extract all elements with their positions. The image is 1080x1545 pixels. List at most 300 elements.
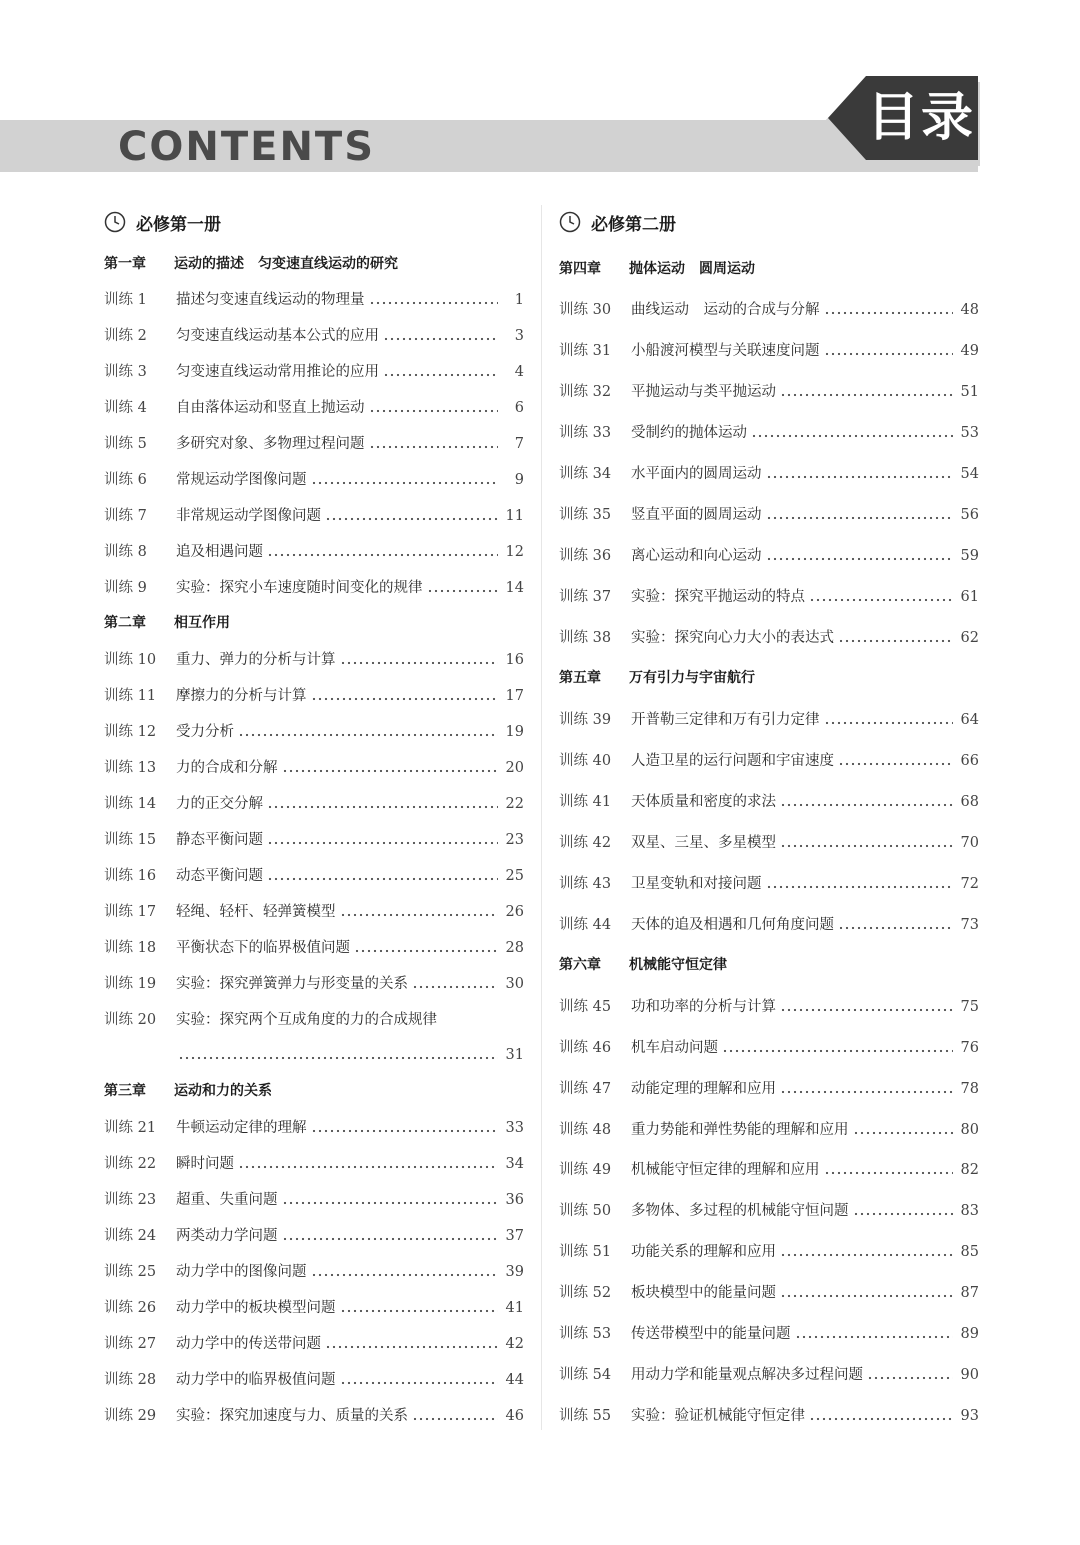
entry-title: 传送带模型中的能量问题 xyxy=(631,1326,791,1342)
entry-page: 75 xyxy=(960,999,979,1015)
dot-leader xyxy=(809,598,953,602)
entry-title: 实验：探究弹簧弹力与形变量的关系 xyxy=(176,976,408,992)
entry-label: 训练 35 xyxy=(559,507,612,523)
entry-page: 12 xyxy=(505,544,524,560)
toc-entry[interactable] xyxy=(104,757,524,779)
entry-label: 训练 14 xyxy=(104,796,157,812)
dot-leader xyxy=(325,1345,498,1349)
entry-page: 28 xyxy=(505,940,524,956)
dot-leader xyxy=(853,1212,954,1216)
entry-page: 76 xyxy=(960,1040,979,1056)
toc-entry[interactable] xyxy=(559,463,979,485)
toc-entry[interactable] xyxy=(104,397,524,419)
entry-title: 动态平衡问题 xyxy=(176,868,263,884)
dot-leader xyxy=(766,557,954,561)
entry-page: 72 xyxy=(960,876,979,892)
entry-page: 22 xyxy=(505,796,524,812)
entry-label: 训练 33 xyxy=(559,425,612,441)
toc-entry[interactable] xyxy=(559,422,979,444)
entry-page: 66 xyxy=(960,753,979,769)
entry-page: 41 xyxy=(505,1300,524,1316)
toc-entry[interactable] xyxy=(104,685,524,707)
dot-leader xyxy=(412,985,498,989)
entry-page: 68 xyxy=(960,794,979,810)
toc-entry[interactable] xyxy=(104,1153,524,1175)
entry-page: 6 xyxy=(514,400,524,416)
entry-title: 自由落体运动和竖直上抛运动 xyxy=(176,400,365,416)
entry-title: 开普勒三定律和万有引力定律 xyxy=(631,712,820,728)
entry-label: 训练 9 xyxy=(104,580,147,596)
entry-label: 训练 6 xyxy=(104,472,147,488)
entry-page: 16 xyxy=(505,652,524,668)
dot-leader xyxy=(282,769,499,773)
entry-page: 89 xyxy=(960,1326,979,1342)
entry-title: 人造卫星的运行问题和宇宙速度 xyxy=(631,753,834,769)
book-title: 必修第一册 xyxy=(136,214,221,235)
entry-page: 59 xyxy=(960,548,979,564)
toc-entry[interactable] xyxy=(559,1241,979,1263)
entry-title: 静态平衡问题 xyxy=(176,832,263,848)
entry-label: 训练 52 xyxy=(559,1285,612,1301)
dot-leader xyxy=(383,337,498,341)
dot-leader xyxy=(340,913,499,917)
toc-entry[interactable] xyxy=(104,1009,524,1031)
toc-entry[interactable] xyxy=(104,541,524,563)
dot-leader xyxy=(427,589,499,593)
chapter-heading xyxy=(559,954,979,976)
entry-label: 训练 23 xyxy=(104,1192,157,1208)
entry-label: 训练 38 xyxy=(559,630,612,646)
entry-label: 训练 31 xyxy=(559,343,612,359)
dot-leader xyxy=(795,1335,954,1339)
entry-page: 1 xyxy=(514,292,524,308)
toc-entry[interactable] xyxy=(104,577,524,599)
entry-label: 训练 5 xyxy=(104,436,147,452)
toc-entry[interactable] xyxy=(559,996,979,1018)
entry-page: 33 xyxy=(505,1120,524,1136)
toc-entry[interactable] xyxy=(559,299,979,321)
entry-label: 训练 27 xyxy=(104,1336,157,1352)
dot-leader xyxy=(311,697,499,701)
entry-title: 重力势能和弹性势能的理解和应用 xyxy=(631,1122,849,1138)
entry-label: 训练 30 xyxy=(559,302,612,318)
dot-leader xyxy=(325,517,498,521)
dot-leader xyxy=(340,1309,499,1313)
entry-page: 48 xyxy=(960,302,979,318)
entry-page: 7 xyxy=(514,436,524,452)
toc-entry[interactable] xyxy=(559,750,979,772)
clock-icon xyxy=(104,211,126,233)
entry-title: 板块模型中的能量问题 xyxy=(631,1285,776,1301)
entry-label: 训练 36 xyxy=(559,548,612,564)
entry-label: 训练 19 xyxy=(104,976,157,992)
entry-title: 机车启动问题 xyxy=(631,1040,718,1056)
dot-leader xyxy=(824,721,954,725)
toc-entry[interactable] xyxy=(104,937,524,959)
dot-leader xyxy=(311,1273,499,1277)
toc-entry[interactable] xyxy=(559,791,979,813)
entry-title: 小船渡河模型与关联速度问题 xyxy=(631,343,820,359)
entry-page: 25 xyxy=(505,868,524,884)
entry-label: 训练 49 xyxy=(559,1162,612,1178)
toc-entry[interactable] xyxy=(104,361,524,383)
entry-page: 64 xyxy=(960,712,979,728)
dot-leader xyxy=(838,926,953,930)
entry-label: 训练 42 xyxy=(559,835,612,851)
entry-label: 训练 41 xyxy=(559,794,612,810)
entry-page: 82 xyxy=(960,1162,979,1178)
toc-entry[interactable] xyxy=(104,1189,524,1211)
entry-title: 用动力学和能量观点解决多过程问题 xyxy=(631,1367,863,1383)
entry-title: 水平面内的圆周运动 xyxy=(631,466,762,482)
toc-entry[interactable] xyxy=(559,340,979,362)
chapter-heading xyxy=(559,667,979,689)
dot-leader xyxy=(238,733,498,737)
entry-label: 训练 17 xyxy=(104,904,157,920)
entry-title: 天体的追及相遇和几何角度问题 xyxy=(631,917,834,933)
entry-title: 力的合成和分解 xyxy=(176,760,278,776)
entry-page: 23 xyxy=(505,832,524,848)
entry-label: 训练 55 xyxy=(559,1408,612,1424)
entry-title: 非常规运动学图像问题 xyxy=(176,508,321,524)
dot-leader xyxy=(780,803,953,807)
entry-label: 训练 4 xyxy=(104,400,147,416)
contents-tab xyxy=(822,76,980,172)
entry-title: 动力学中的图像问题 xyxy=(176,1264,307,1280)
toc-entry[interactable] xyxy=(104,1369,524,1391)
entry-label: 训练 26 xyxy=(104,1300,157,1316)
toc-entry[interactable] xyxy=(559,1037,979,1059)
chapter-heading xyxy=(104,253,524,275)
entry-title: 离心运动和向心运动 xyxy=(631,548,762,564)
chapter-title: 机械能守恒定律 xyxy=(629,957,727,973)
entry-page: 70 xyxy=(960,835,979,851)
entry-title: 瞬时问题 xyxy=(176,1156,234,1172)
dot-leader xyxy=(809,1417,953,1421)
toc-entry[interactable] xyxy=(559,504,979,526)
chapter-number: 第二章 xyxy=(104,615,146,631)
dot-leader xyxy=(780,1090,953,1094)
entry-title: 受制约的抛体运动 xyxy=(631,425,747,441)
dot-leader xyxy=(412,1417,498,1421)
toc-entry[interactable] xyxy=(559,381,979,403)
dot-leader xyxy=(824,311,954,315)
entry-title: 匀变速直线运动常用推论的应用 xyxy=(176,364,379,380)
entry-page: 93 xyxy=(960,1408,979,1424)
entry-page: 62 xyxy=(960,630,979,646)
chapter-number: 第五章 xyxy=(559,670,601,686)
entry-title: 平衡状态下的临界极值问题 xyxy=(176,940,350,956)
entry-page: 39 xyxy=(505,1264,524,1280)
entry-label: 训练 20 xyxy=(104,1012,157,1028)
chapter-heading xyxy=(104,1080,524,1102)
entry-page: 90 xyxy=(960,1367,979,1383)
chapter-number: 第六章 xyxy=(559,957,601,973)
entry-title: 追及相遇问题 xyxy=(176,544,263,560)
entry-title: 动力学中的板块模型问题 xyxy=(176,1300,336,1316)
toc-entry[interactable] xyxy=(559,873,979,895)
entry-label: 训练 10 xyxy=(104,652,157,668)
entry-label: 训练 11 xyxy=(104,688,157,704)
entry-label: 训练 45 xyxy=(559,999,612,1015)
entry-page: 87 xyxy=(960,1285,979,1301)
dot-leader xyxy=(340,1381,499,1385)
entry-label: 训练 54 xyxy=(559,1367,612,1383)
entry-label: 训练 47 xyxy=(559,1081,612,1097)
entry-title: 实验：探究平抛运动的特点 xyxy=(631,589,805,605)
entry-title: 实验：探究向心力大小的表达式 xyxy=(631,630,834,646)
toc-entry[interactable] xyxy=(104,649,524,671)
dot-leader xyxy=(383,373,498,377)
dot-leader xyxy=(369,445,499,449)
entry-page: 3 xyxy=(514,328,524,344)
entry-page: 34 xyxy=(505,1156,524,1172)
entry-title: 竖直平面的圆周运动 xyxy=(631,507,762,523)
dot-leader xyxy=(838,762,953,766)
toc-entry[interactable] xyxy=(559,914,979,936)
column-divider xyxy=(541,205,542,1430)
entry-page: 4 xyxy=(514,364,524,380)
entry-title: 受力分析 xyxy=(176,724,234,740)
entry-title: 两类动力学问题 xyxy=(176,1228,278,1244)
entry-page: 20 xyxy=(505,760,524,776)
toc-entry[interactable] xyxy=(559,586,979,608)
entry-page: 46 xyxy=(505,1408,524,1424)
dot-leader xyxy=(824,352,954,356)
entry-title: 轻绳、轻杆、轻弹簧模型 xyxy=(176,904,336,920)
entry-title: 重力、弹力的分析与计算 xyxy=(176,652,336,668)
entry-label: 训练 18 xyxy=(104,940,157,956)
entry-page: 37 xyxy=(505,1228,524,1244)
dot-leader xyxy=(853,1131,954,1135)
entry-title: 描述匀变速直线运动的物理量 xyxy=(176,292,365,308)
entry-page: 51 xyxy=(960,384,979,400)
entry-title: 曲线运动 运动的合成与分解 xyxy=(631,302,820,318)
toc-entry-continuation[interactable] xyxy=(178,1044,524,1066)
dot-leader xyxy=(824,1171,954,1175)
toc-entry[interactable] xyxy=(559,1200,979,1222)
entry-title: 摩擦力的分析与计算 xyxy=(176,688,307,704)
chapter-title: 相互作用 xyxy=(174,615,230,631)
toc-entry[interactable] xyxy=(104,289,524,311)
toc-entry[interactable] xyxy=(104,1225,524,1247)
entry-title: 牛顿运动定律的理解 xyxy=(176,1120,307,1136)
toc-entry[interactable] xyxy=(559,1364,979,1386)
dot-leader xyxy=(178,1056,498,1060)
entry-label: 训练 32 xyxy=(559,384,612,400)
entry-label: 训练 21 xyxy=(104,1120,157,1136)
toc-entry[interactable] xyxy=(104,829,524,851)
dot-leader xyxy=(311,1129,499,1133)
toc-entry[interactable] xyxy=(104,1405,524,1427)
toc-entry[interactable] xyxy=(104,865,524,887)
dot-leader xyxy=(267,805,498,809)
entry-page: 78 xyxy=(960,1081,979,1097)
dot-leader xyxy=(369,409,499,413)
toc-entry[interactable] xyxy=(104,469,524,491)
entry-label: 训练 53 xyxy=(559,1326,612,1342)
entry-page: 73 xyxy=(960,917,979,933)
toc-entry[interactable] xyxy=(104,433,524,455)
entry-label: 训练 24 xyxy=(104,1228,157,1244)
toc-entry[interactable] xyxy=(559,1323,979,1345)
toc-entry[interactable] xyxy=(559,627,979,649)
entry-title: 平抛运动与类平抛运动 xyxy=(631,384,776,400)
entry-label: 训练 2 xyxy=(104,328,147,344)
entry-label: 训练 43 xyxy=(559,876,612,892)
toc-entry[interactable] xyxy=(559,1282,979,1304)
toc-entry[interactable] xyxy=(104,505,524,527)
entry-label: 训练 16 xyxy=(104,868,157,884)
toc-entry[interactable] xyxy=(104,721,524,743)
entry-page: 36 xyxy=(505,1192,524,1208)
entry-page: 54 xyxy=(960,466,979,482)
entry-label: 训练 13 xyxy=(104,760,157,776)
entry-label: 训练 51 xyxy=(559,1244,612,1260)
chapter-title: 万有引力与宇宙航行 xyxy=(629,670,755,686)
toc-entry[interactable] xyxy=(104,325,524,347)
toc-entry[interactable] xyxy=(559,1119,979,1141)
entry-label: 训练 29 xyxy=(104,1408,157,1424)
entry-label: 训练 12 xyxy=(104,724,157,740)
entry-title: 多物体、多过程的机械能守恒问题 xyxy=(631,1203,849,1219)
toc-entry[interactable] xyxy=(559,709,979,731)
clock-icon xyxy=(559,211,581,233)
dot-leader xyxy=(751,434,953,438)
chapter-title: 运动的描述 匀变速直线运动的研究 xyxy=(174,256,398,272)
entry-label: 训练 37 xyxy=(559,589,612,605)
entry-title: 功和功率的分析与计算 xyxy=(631,999,776,1015)
entry-page: 11 xyxy=(505,508,524,524)
dot-leader xyxy=(867,1376,953,1380)
dot-leader xyxy=(780,1008,953,1012)
contents-heading: CONTENTS xyxy=(118,124,376,170)
dot-leader xyxy=(267,877,498,881)
dot-leader xyxy=(766,475,954,479)
entry-page: 53 xyxy=(960,425,979,441)
dot-leader xyxy=(354,949,498,953)
dot-leader xyxy=(282,1237,499,1241)
dot-leader xyxy=(267,841,498,845)
dot-leader xyxy=(311,481,499,485)
entry-title: 多研究对象、多物理过程问题 xyxy=(176,436,365,452)
entry-page: 85 xyxy=(960,1244,979,1260)
book-title: 必修第二册 xyxy=(591,214,676,235)
entry-page: 30 xyxy=(505,976,524,992)
toc-entry[interactable] xyxy=(104,1333,524,1355)
toc-entry[interactable] xyxy=(559,1405,979,1427)
entry-title: 超重、失重问题 xyxy=(176,1192,278,1208)
toc-entry[interactable] xyxy=(104,793,524,815)
entry-page: 61 xyxy=(960,589,979,605)
entry-page: 26 xyxy=(505,904,524,920)
toc-entry[interactable] xyxy=(104,1117,524,1139)
chapter-number: 第一章 xyxy=(104,256,146,272)
entry-label: 训练 8 xyxy=(104,544,147,560)
entry-page: 17 xyxy=(505,688,524,704)
book-heading xyxy=(104,207,524,237)
entry-title: 机械能守恒定律的理解和应用 xyxy=(631,1162,820,1178)
entry-label: 训练 28 xyxy=(104,1372,157,1388)
toc-entry[interactable] xyxy=(559,832,979,854)
entry-page: 14 xyxy=(505,580,524,596)
entry-page: 19 xyxy=(505,724,524,740)
dot-leader xyxy=(369,301,499,305)
entry-label: 训练 44 xyxy=(559,917,612,933)
tab-label: 目录 xyxy=(866,87,975,148)
entry-title: 动力学中的临界极值问题 xyxy=(176,1372,336,1388)
entry-label: 训练 50 xyxy=(559,1203,612,1219)
entry-title: 动力学中的传送带问题 xyxy=(176,1336,321,1352)
entry-label: 训练 15 xyxy=(104,832,157,848)
entry-page: 31 xyxy=(505,1047,524,1063)
entry-label: 训练 46 xyxy=(559,1040,612,1056)
entry-label: 训练 7 xyxy=(104,508,147,524)
entry-label: 训练 3 xyxy=(104,364,147,380)
entry-title: 天体质量和密度的求法 xyxy=(631,794,776,810)
entry-page: 83 xyxy=(960,1203,979,1219)
entry-title: 双星、三星、多星模型 xyxy=(631,835,776,851)
chapter-heading xyxy=(104,612,524,634)
dot-leader xyxy=(766,885,954,889)
dot-leader xyxy=(282,1201,499,1205)
toc-entry[interactable] xyxy=(104,1261,524,1283)
chapter-heading xyxy=(559,258,979,280)
entry-title: 匀变速直线运动基本公式的应用 xyxy=(176,328,379,344)
entry-label: 训练 1 xyxy=(104,292,147,308)
toc-entry[interactable] xyxy=(559,1078,979,1100)
dot-leader xyxy=(766,516,954,520)
chapter-number: 第四章 xyxy=(559,261,601,277)
entry-title: 力的正交分解 xyxy=(176,796,263,812)
dot-leader xyxy=(780,844,953,848)
entry-label: 训练 48 xyxy=(559,1122,612,1138)
entry-page: 80 xyxy=(960,1122,979,1138)
entry-label: 训练 40 xyxy=(559,753,612,769)
dot-leader xyxy=(780,393,953,397)
entry-page: 56 xyxy=(960,507,979,523)
entry-page: 42 xyxy=(505,1336,524,1352)
entry-title: 卫星变轨和对接问题 xyxy=(631,876,762,892)
book-heading xyxy=(559,207,979,237)
entry-page: 49 xyxy=(960,343,979,359)
entry-title: 动能定理的理解和应用 xyxy=(631,1081,776,1097)
entry-label: 训练 34 xyxy=(559,466,612,482)
dot-leader xyxy=(780,1253,953,1257)
entry-page: 44 xyxy=(505,1372,524,1388)
toc-entry[interactable] xyxy=(104,973,524,995)
entry-title: 实验：探究小车速度随时间变化的规律 xyxy=(176,580,423,596)
chapter-title: 抛体运动 圆周运动 xyxy=(629,261,755,277)
entry-title: 实验：验证机械能守恒定律 xyxy=(631,1408,805,1424)
entry-page: 9 xyxy=(514,472,524,488)
entry-title: 常规运动学图像问题 xyxy=(176,472,307,488)
entry-label: 训练 22 xyxy=(104,1156,157,1172)
toc-entry[interactable] xyxy=(104,1297,524,1319)
dot-leader xyxy=(238,1165,498,1169)
entry-title: 实验：探究两个互成角度的力的合成规律 xyxy=(176,1012,437,1028)
toc-entry[interactable] xyxy=(104,901,524,923)
entry-title: 功能关系的理解和应用 xyxy=(631,1244,776,1260)
dot-leader xyxy=(267,553,498,557)
dot-leader xyxy=(722,1049,953,1053)
toc-entry[interactable] xyxy=(559,545,979,567)
toc-entry[interactable] xyxy=(559,1159,979,1181)
entry-label: 训练 25 xyxy=(104,1264,157,1280)
chapter-title: 运动和力的关系 xyxy=(174,1083,272,1099)
dot-leader xyxy=(838,639,953,643)
dot-leader xyxy=(340,661,499,665)
